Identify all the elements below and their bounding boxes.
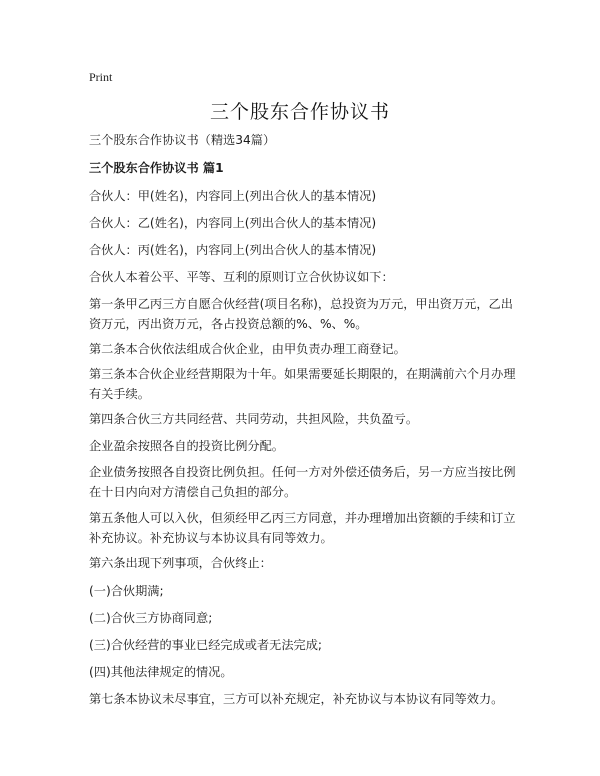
paragraph-article-2: 第二条本合伙依法组成合伙企业，由甲负责办理工商登记。 <box>89 342 406 356</box>
document-subtitle: 三个股东合作协议书（精选34篇） <box>89 133 276 147</box>
paragraph-partner-c: 合伙人：丙(姓名)，内容同上(列出合伙人的基本情况) <box>89 243 377 257</box>
list-item-3: (三)合伙经营的事业已经完成或者无法完成; <box>89 638 322 652</box>
paragraph-article-3: 第三条本合伙企业经营期限为十年。如果需要延长期限的，在期满前六个月办理有关手续。 <box>89 367 516 401</box>
paragraph-article-4: 第四条合伙三方共同经营、共同劳动，共担风险，共负盈亏。 <box>89 412 419 426</box>
paragraph-article-5: 第五条他人可以入伙，但须经甲乙丙三方同意，并办理增加出资额的手续和订立补充协议。补充协议与本协议具有同等效力。 <box>89 511 516 545</box>
paragraph-profit: 企业盈余按照各自的投资比例分配。 <box>89 439 284 453</box>
paragraph-principle: 合伙人本着公平、平等、互利的原则订立合伙协议如下： <box>89 270 394 284</box>
paragraph-article-6: 第六条出现下列事项，合伙终止： <box>89 556 272 570</box>
print-label: Print <box>89 70 113 84</box>
list-item-4: (四)其他法律规定的情况。 <box>89 665 233 679</box>
paragraph-article-1: 第一条甲乙丙三方自愿合伙经营(项目名称)，总投资为万元，甲出资万元，乙出资万元，丙出资万元，各占投资总额的%、%、%。 <box>89 297 513 331</box>
document-title: 三个股东合作协议书 <box>209 101 390 123</box>
paragraph-debt: 企业债务按照各自投资比例负担。任何一方对外偿还债务后，另一方应当按比例在十日内向对方清偿自己负担的部分。 <box>89 465 516 499</box>
paragraph-partner-b: 合伙人：乙(姓名)，内容同上(列出合伙人的基本情况) <box>89 216 377 230</box>
paragraph-article-7: 第七条本协议未尽事宜，三方可以补充规定，补充协议与本协议有同等效力。 <box>89 692 504 706</box>
section-heading: 三个股东合作协议书 篇1 <box>89 161 224 175</box>
paragraph-partner-a: 合伙人：甲(姓名)，内容同上(列出合伙人的基本情况) <box>89 189 377 203</box>
list-item-1: (一)合伙期满; <box>89 584 164 598</box>
list-item-2: (二)合伙三方协商同意; <box>89 611 213 625</box>
